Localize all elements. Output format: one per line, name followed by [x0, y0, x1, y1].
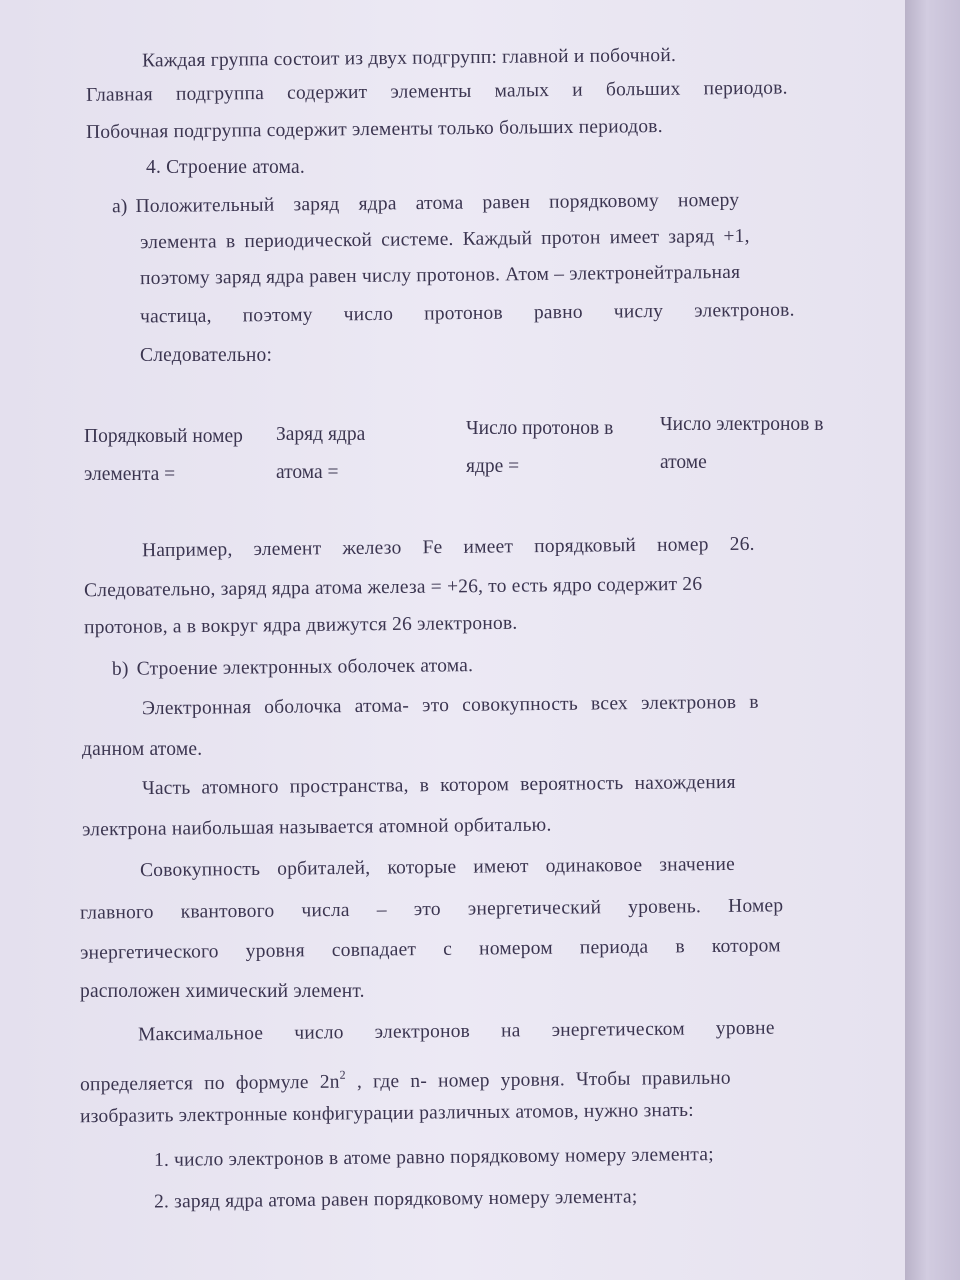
section-heading	[146, 156, 305, 180]
paragraph-line	[80, 980, 365, 1004]
text-run: Часть атомного пространства, в котором вероятность нахождения	[141, 771, 736, 800]
text-run: расположен химический элемент.	[80, 981, 365, 1002]
equation-text: Число протонов в ядре =	[466, 418, 614, 477]
text-run: Например, элемент железо Fe имеет порядковый номер 26.	[141, 533, 755, 562]
formula-exponent: 2	[339, 1067, 346, 1082]
paragraph-line	[80, 1059, 731, 1098]
equation-cell-1	[84, 418, 264, 494]
text-run: Совокупность орбиталей, которые имеют одинаковое значение	[139, 853, 736, 882]
equation-text: Число электронов в атоме	[660, 414, 824, 473]
text-run: , где n- номер уровня. Чтобы правильно	[356, 1067, 731, 1093]
section-heading-text: 4. Строение атома.	[146, 157, 305, 178]
list-marker: b)	[111, 658, 129, 680]
list-marker: a)	[111, 196, 128, 218]
text-run: Строение электронных оболочек атома.	[136, 655, 474, 680]
text-run: электрона наибольшая называется атомной орбиталью.	[81, 814, 552, 841]
page-edge-background	[905, 0, 960, 1280]
text-run: Каждая группа состоит из двух подгрупп: главной и побочной.	[141, 44, 677, 72]
text-run: Следовательно:	[140, 345, 273, 366]
equation-text: Заряд ядра атома =	[276, 424, 366, 483]
text-run: Положительный заряд ядра атома равен порядковому номеру	[135, 189, 740, 218]
text-run: Максимальное число электронов на энергетическом уровне	[137, 1017, 775, 1046]
text-run: 2. заряд ядра атома равен порядковому номеру элемента;	[153, 1186, 638, 1213]
paragraph-line	[82, 738, 202, 762]
list-item-b	[112, 654, 473, 682]
text-run: Электронная оболочка атома- это совокупность всех электронов в	[141, 691, 759, 720]
text-run: поэтому заряд ядра равен числу протонов. Атом – электронейтральная	[139, 261, 741, 290]
equation-cell-3	[466, 410, 646, 486]
equation-cell-2	[276, 416, 406, 492]
paragraph-line	[82, 814, 552, 843]
paragraph-line	[140, 344, 272, 368]
equation-cell-4	[660, 406, 840, 482]
text-run: 1. число электронов в атоме равно порядковому номеру элемента;	[153, 1144, 714, 1171]
text-run: частица, поэтому число протонов равно числу электронов.	[139, 299, 795, 328]
formula-text: определяется по формуле 2n	[79, 1071, 340, 1096]
text-run: главного квантового числа – это энергетический уровень. Номер	[79, 895, 784, 924]
text-run: Главная подгруппа содержит элементы малых и больших периодов.	[85, 77, 788, 106]
text-run: изобразить электронные конфигурации различных атомов, нужно знать:	[79, 1099, 694, 1128]
numbered-item	[154, 1185, 638, 1214]
text-run: протонов, а в вокруг ядра движутся 26 электронов.	[83, 612, 518, 639]
text-run: энергетического уровня совпадает с номером периода в котором	[79, 935, 781, 964]
paragraph-line	[84, 612, 518, 641]
text-run: элемента в периодической системе. Каждый протон имеет заряд +1,	[139, 225, 750, 254]
text-run: Следовательно, заряд ядра атома железа = +26, то есть ядро содержит 26	[83, 573, 703, 602]
text-run: Побочная подгруппа содержит элементы только больших периодов.	[85, 115, 663, 144]
equation-text: Порядковый номер элемента =	[84, 426, 243, 485]
text-run: данном атоме.	[82, 739, 203, 760]
